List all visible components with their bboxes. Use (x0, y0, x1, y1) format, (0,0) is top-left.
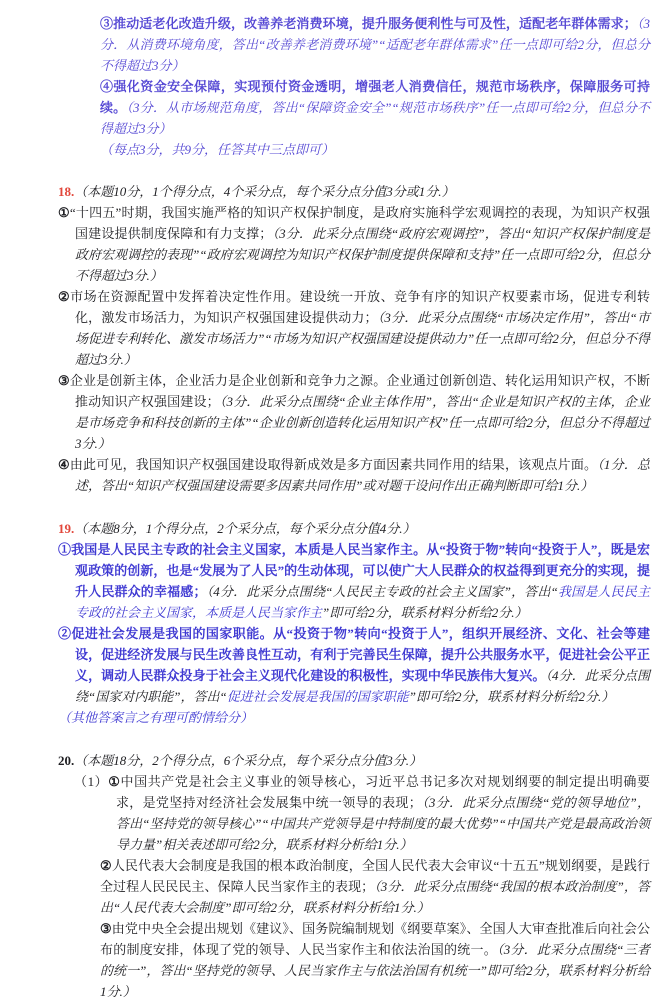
point-marker: ① (58, 542, 72, 557)
question-20-header (58, 750, 650, 771)
question-scoring-info: （本题18分，2个得分点，6个采分点，每个采分点分值3分.） (74, 753, 423, 768)
question-number: 19. (58, 521, 75, 536)
point-marker: ② (58, 289, 71, 304)
grading-note-key-quote: 促进社会发展是我国的国家职能 (226, 689, 409, 704)
point-statement: 市场在资源配置中发挥着决定性作用。建设统一开放、竞争有序的知识产权要素市场，促进专利转化，激发市场活力，为知识产权强国建设提供动力； (70, 289, 650, 325)
question-17-answer-tail (100, 13, 650, 160)
point-statement: 由党中央全会提出规划《建议》、国务院编制规划《纲要草案》、全国人大审查批准后向社会公布的制度安排，体现了党的领导、人民当家作主和依法治国的统一。 (100, 921, 650, 957)
point-marker: ① (108, 774, 121, 789)
grading-note: （1分．总述，答出“知识产权强国建设需要多因素共同作用”或对题干设问作出正确判断即可给1分.） (75, 457, 650, 493)
answer-point-1 (58, 539, 650, 623)
sub-question-label: （1） (74, 774, 109, 789)
point-marker: ③ (100, 16, 114, 31)
grading-note: （3分．此采分点围绕“我国的根本政治制度”，答出“人民代表大会制度”即可给2分，联系材料分析给1分.） (100, 879, 650, 915)
point-marker: ② (58, 626, 72, 641)
question-18-header (58, 181, 650, 202)
point-marker: ④ (100, 79, 114, 94)
point-marker: ③ (100, 921, 112, 936)
question-18-answer (58, 181, 650, 496)
answer-point-2 (58, 286, 650, 370)
grading-note: （3分．此采分点围绕“三者的统一”，答出“坚持党的领导、人民当家作主与依法治国有机统一”即可给2分，联系材料分析给1分.） (100, 942, 650, 999)
point-marker: ① (58, 205, 70, 220)
grading-note: ”即可给2分，联系材料分析给2分.） (322, 605, 528, 620)
answer-point-3 (100, 13, 650, 76)
answer-point-4 (100, 76, 650, 139)
grading-note: （3分．从消费环境角度，答出“改善养老消费环境”“适配老年群体需求”任一点即可给2分，但总分不得超过3分） (100, 16, 650, 73)
scoring-summary: （每点3分，共9分，任答其中三点即可） (100, 142, 335, 157)
point-statement: 强化资金安全保障，实现预付资金透明，增强老人消费信任，规范市场秩序，保障服务可持续。 (100, 79, 650, 115)
question-scoring-info: （本题8分，1个得分点，2个采分点，每个采分点分值4分.） (74, 521, 416, 536)
point-statement: 人民代表大会制度是我国的根本政治制度，全国人民代表大会审议“十五五”规划纲要，是践行全过程人民民民主、保障人民当家作主的表现； (100, 858, 651, 894)
point-statement: 我国是人民民主专政的社会主义国家，本质是人民当家作主。从“投资于物”转向“投资于人”，既是宏观政策的创新，也是“发展为了人民”的生动体现，可以使广大人民群众的权益得到更充分的实现，提升人民群众的幸福感； (71, 542, 650, 599)
point-statement: 企业是创新主体，企业活力是企业创新和竞争力之源。企业通过创新创造、转化运用知识产权，不断推动知识产权强国建设； (69, 373, 650, 409)
answer-point-1 (74, 771, 650, 855)
other-answers-note: （其他答案言之有理可酌情给分） (58, 710, 254, 725)
answer-point-1 (58, 202, 650, 286)
answer-point-2 (58, 623, 650, 707)
question-19-header (58, 518, 650, 539)
point-statement: 中国共产党是社会主义事业的领导核心，习近平总书记多次对规划纲要的制定提出明确要求，是党坚持对经济社会发展集中统一领导的表现； (116, 774, 650, 810)
grading-note: （3分．此采分点围绕“政府宏观调控”，答出“知识产权保护制度是政府宏观调控的表现”“政府宏观调控为知识产权保护制度提供保障和支持”任一点即可给2分，但总分不得超过3分.） (75, 226, 650, 283)
grading-note: （3分．此采分点围绕“党的领导地位”，答出“坚持党的领导核心”“中国共产党领导是中特制度的最大优势”“中国共产党是最高政治领导力量”相关表述即可给2分，联系材料分析给1分.） (116, 795, 650, 852)
question-number: 20. (58, 753, 75, 768)
point-statement: 促进社会发展是我国的国家职能。从“投资于物”转向“投资于人”，组织开展经济、文化、社会等建设，促进经济发展与民生改善良性互动，有利于完善民生保障，提升公共服务水平，促进社会公平正义，调动人民群众投身于社会主义现代化建设的积极性，实现中华民族伟大复兴。 (71, 626, 650, 683)
question-19-answer (58, 518, 650, 728)
grading-note: ”即可给2分，联系材料分析给2分.） (408, 689, 615, 704)
question-number: 18. (58, 184, 75, 199)
grading-note: （3分．此采分点围绕“市场决定作用”，答出“市场促进专利转化、激发市场活力”“市场为知识产权强国建设提供动力”任一点即可给2分，但总分不得超过3分.） (75, 310, 650, 367)
point-statement: 由此可见，我国知识产权强国建设取得新成效是多方面因素共同作用的结果，该观点片面。 (69, 457, 598, 472)
point-marker: ② (100, 858, 112, 873)
grading-note: （3分．从市场规范角度，答出“保障资金安全”“规范市场秩序”任一点即可给2分，但总分不得超过3分） (100, 100, 650, 136)
grading-note: （3分．此采分点围绕“企业主体作用”，答出“企业是知识产权的主体，企业是市场竞争和科技创新的主体”“企业创新创造转化运用知识产权”任一点即可给2分，但总分不得超过3分.） (75, 394, 650, 451)
grading-note-key-quote: 我国是人民民主专政的社会主义国家，本质是人民当家作主 (75, 584, 650, 620)
answer-point-4 (58, 454, 650, 496)
grading-note: （4分．此采分点围绕“人民民主专政的社会主义国家”，答出“ (206, 584, 558, 599)
answer-point-3 (74, 918, 650, 1002)
point-marker: ④ (58, 457, 70, 472)
point-marker: ③ (58, 373, 70, 388)
point-statement: “十四五”时期，我国实施严格的知识产权保护制度，是政府实施科学宏观调控的表现，为知识产权强国建设提供制度保障和有力支撑； (69, 205, 650, 241)
answer-point-3 (58, 370, 650, 454)
grading-note: （4分．此采分点围绕“国家对内职能”，答出“ (75, 668, 650, 704)
question-20-answer (58, 750, 650, 1002)
point-statement: 推动适老化改造升级，改善养老消费环境，提升服务便利性与可及性，适配老年群体需求； (113, 16, 637, 31)
question-scoring-info: （本题10分，1个得分点，4个采分点，每个采分点分值3分或1分.） (74, 184, 455, 199)
